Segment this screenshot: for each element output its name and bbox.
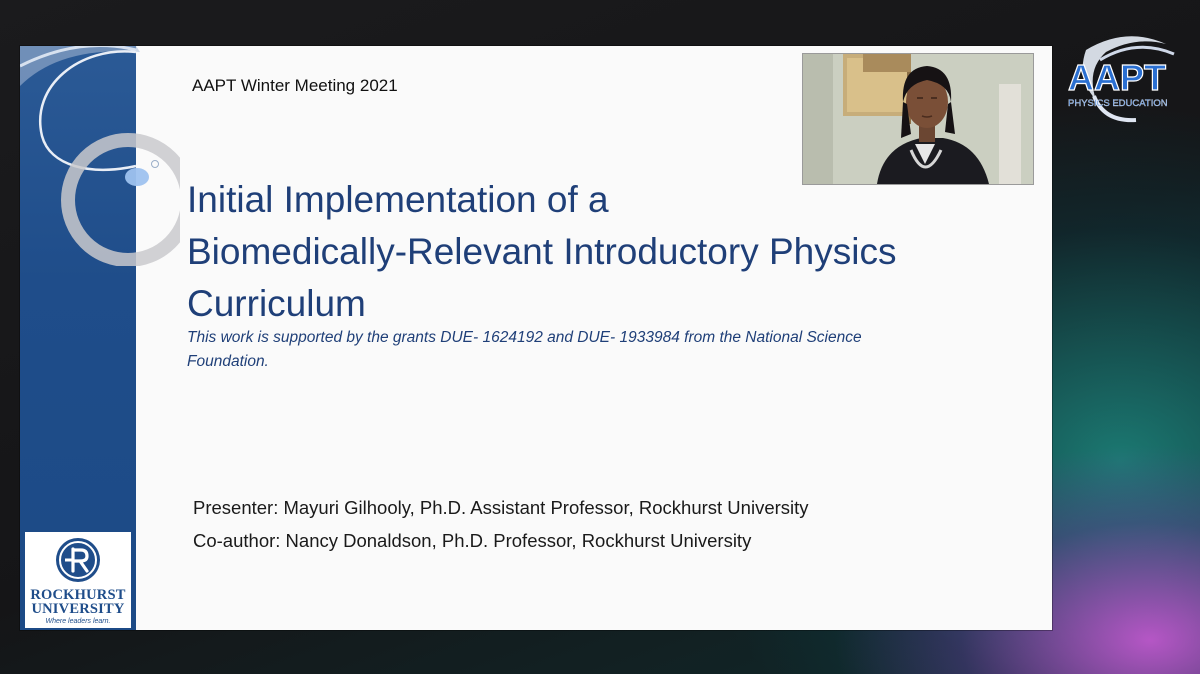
- subtitle-line: This work is supported by the grants DUE- 1624192 and DUE- 1933984 from the National Science: [187, 329, 862, 346]
- title-line: Initial Implementation of a: [187, 179, 609, 220]
- aapt-logo: [1066, 30, 1186, 130]
- presenter-video-feed: [802, 53, 1034, 185]
- coauthor-credit: Co-author: Nancy Donaldson, Ph.D. Professor, Rockhurst University: [193, 530, 752, 551]
- university-name-line1: ROCKHURST: [30, 587, 126, 603]
- presentation-slide: [20, 46, 1052, 630]
- subtitle-line: Foundation.: [187, 353, 269, 370]
- university-name-line2: UNIVERSITY: [31, 601, 125, 617]
- sidebar-decoration: [20, 46, 180, 266]
- university-tagline: Where leaders learn.: [45, 618, 111, 625]
- meeting-header: AAPT Winter Meeting 2021: [192, 76, 398, 95]
- slide-title: [187, 174, 987, 330]
- rockhurst-r-icon: [54, 536, 102, 584]
- aapt-subtext: PHYSICS EDUCATION: [1068, 98, 1168, 109]
- title-line: Curriculum: [187, 283, 366, 324]
- presenter-credit: Presenter: Mayuri Gilhooly, Ph.D. Assistant Professor, Rockhurst University: [193, 497, 809, 518]
- rockhurst-logo: [25, 532, 131, 628]
- aapt-text: AAPT: [1068, 57, 1166, 98]
- video-frame: [803, 54, 1033, 184]
- title-line: Biomedically-Relevant Introductory Physics: [187, 231, 897, 272]
- grant-acknowledgement: [187, 326, 967, 374]
